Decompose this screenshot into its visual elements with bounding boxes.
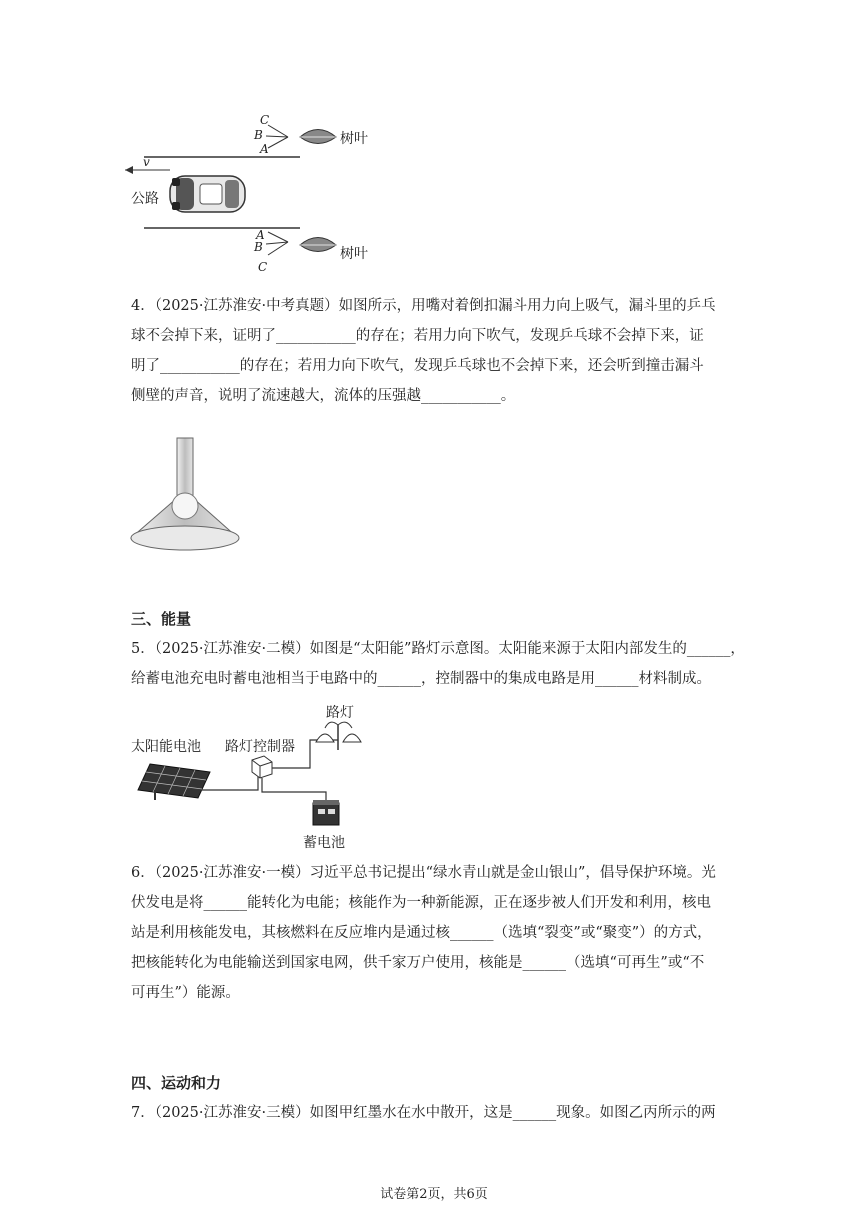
leaf-icon — [300, 130, 336, 144]
section-title-motion-force: 四、运动和力 — [131, 1074, 222, 1092]
velocity-label: v — [143, 155, 150, 169]
car-icon — [170, 176, 245, 212]
page-footer: 试卷第2页，共6页 — [380, 1187, 488, 1202]
solar-panel-icon — [138, 764, 210, 800]
arrow-bottom-b: B — [254, 240, 263, 254]
arrow-top-a: A — [260, 142, 269, 156]
question-4 — [131, 291, 741, 411]
car-road-drawing — [0, 0, 868, 300]
q6-line: 站是利用核能发电，其核燃料在反应堆内是通过核______（选填“裂变”或“聚变”）的方式， — [131, 925, 712, 941]
q5-line: 5．（2025·江苏淮安·二模）如图是“太阳能”路灯示意图。太阳能来源于太阳内部发生的______， — [131, 641, 745, 657]
arrow-bottom-a: A — [256, 228, 265, 242]
lamp-label: 路灯 — [326, 705, 354, 721]
q7-line: 7．（2025·江苏淮安·三模）如图甲红墨水在水中散开，这是______现象。如图乙丙所示的两 — [131, 1105, 716, 1121]
battery-icon — [313, 800, 339, 825]
q5-line: 给蓄电池充电时蓄电池相当于电路中的______，控制器中的集成电路是用______材料制成。 — [131, 671, 711, 687]
leaf-icon — [300, 238, 336, 252]
street-lamp-icon — [316, 722, 361, 750]
q4-line: 侧壁的声音，说明了流速越大，流体的压强越___________。 — [131, 388, 516, 404]
q6-line: 6．（2025·江苏淮安·一模）习近平总书记提出“绿水青山就是金山银山”，倡导保护环境。光 — [131, 865, 716, 881]
leaf-top-label: 树叶 — [340, 131, 368, 147]
controller-icon — [252, 756, 272, 778]
arrow-top-b: B — [254, 128, 263, 142]
q6-line: 伏发电是将______能转化为电能；核能作为一种新能源，正在逐步被人们开发和利用，核电 — [131, 895, 711, 911]
controller-label: 路灯控制器 — [225, 739, 295, 755]
solar-panel-label: 太阳能电池 — [131, 739, 201, 755]
q4-line: 明了___________的存在；若用力向下吹气，发现乒乓球也不会掉下来，还会听到撞击漏斗 — [131, 358, 704, 374]
question-5 — [131, 634, 745, 694]
section-title-energy: 三、能量 — [131, 610, 192, 628]
q4-line: 4．（2025·江苏淮安·中考真题）如图所示，用嘴对着倒扣漏斗用力向上吸气，漏斗里的乒乓 — [131, 298, 716, 314]
q4-line: 球不会掉下来，证明了___________的存在；若用力向下吹气，发现乒乓球不会掉下来，证 — [131, 328, 704, 344]
arrow-top-c: C — [260, 113, 270, 127]
battery-label: 蓄电池 — [303, 835, 345, 851]
question-6 — [131, 858, 741, 1008]
arrow-bottom-c: C — [258, 260, 268, 274]
leaf-bottom-label: 树叶 — [340, 246, 368, 262]
q6-line: 可再生”）能源。 — [131, 985, 240, 1001]
q6-line: 把核能转化为电能输送到国家电网，供千家万户使用，核能是______（选填“可再生”或“不 — [131, 955, 705, 971]
road-label: 公路 — [131, 191, 159, 207]
question-7 — [131, 1098, 741, 1128]
